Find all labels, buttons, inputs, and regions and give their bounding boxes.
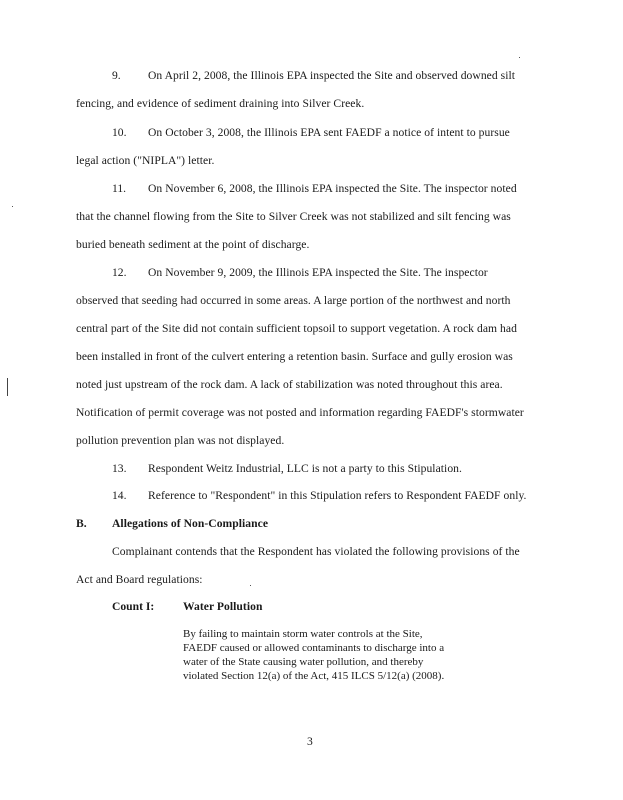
count-text-line-3: water of the State causing water pollution, and thereby [183, 656, 424, 668]
paragraph-14-line-1: Reference to "Respondent" in this Stipulation refers to Respondent FAEDF only. [148, 489, 527, 502]
count-text-line-4: violated Section 12(a) of the Act, 415 ILCS 5/12(a) (2008). [183, 670, 445, 682]
paragraph-14-number: 14. [112, 489, 127, 502]
paragraph-12-line-4: been installed in front of the culvert entering a retention basin. Surface and gully erosion was [76, 350, 513, 363]
paragraph-9-line-2: fencing, and evidence of sediment draining into Silver Creek. [76, 97, 365, 110]
section-letter: B. [76, 517, 87, 530]
paragraph-13-line-1: Respondent Weitz Industrial, LLC is not a party to this Stipulation. [148, 462, 462, 475]
paragraph-9-number: 9. [112, 69, 121, 82]
section-heading: Allegations of Non-Compliance [112, 517, 269, 530]
paragraph-12-line-3: central part of the Site did not contain sufficient topsoil to support vegetation. A rock dam had [76, 322, 517, 335]
paragraph-10-line-1: On October 3, 2008, the Illinois EPA sent FAEDF a notice of intent to pursue [148, 126, 510, 139]
paragraph-12-line-6: Notification of permit coverage was not posted and information regarding FAEDF's stormwater [76, 406, 524, 419]
paragraph-11-line-1: On November 6, 2008, the Illinois EPA inspected the Site. The inspector noted [148, 182, 517, 195]
paragraph-11-line-3: buried beneath sediment at the point of discharge. [76, 238, 310, 251]
paragraph-11-line-2: that the channel flowing from the Site to Silver Creek was not stabilized and silt fencing was [76, 210, 511, 223]
paragraph-13-number: 13. [112, 462, 127, 475]
count-text-line-1: By failing to maintain storm water controls at the Site, [183, 628, 423, 640]
section-intro-line-1: Complainant contends that the Respondent has violated the following provisions of the [112, 545, 520, 558]
page-number: 3 [307, 735, 313, 748]
scan-speck-3 [250, 585, 251, 586]
paragraph-12-number: 12. [112, 266, 127, 279]
scan-speck-1 [12, 206, 13, 207]
count-title: Water Pollution [183, 600, 263, 613]
count-label: Count I: [112, 600, 155, 613]
paragraph-10-line-2: legal action ("NIPLA") letter. [76, 154, 215, 167]
section-intro-line-2: Act and Board regulations: [76, 573, 203, 586]
paragraph-12-line-7: pollution prevention plan was not displayed. [76, 434, 285, 447]
paragraph-12-line-2: observed that seeding had occurred in some areas. A large portion of the northwest and north [76, 294, 511, 307]
paragraph-10-number: 10. [112, 126, 127, 139]
scan-edge-mark [7, 378, 8, 396]
count-text-line-2: FAEDF caused or allowed contaminants to discharge into a [183, 642, 445, 654]
paragraph-12-line-5: noted just upstream of the rock dam. A lack of stabilization was noted throughout this area. [76, 378, 503, 391]
scan-speck-2 [519, 57, 520, 58]
paragraph-11-number: 11. [112, 182, 127, 195]
paragraph-12-line-1: On November 9, 2009, the Illinois EPA inspected the Site. The inspector [148, 266, 488, 279]
paragraph-9-line-1: On April 2, 2008, the Illinois EPA inspected the Site and observed downed silt [148, 69, 516, 82]
